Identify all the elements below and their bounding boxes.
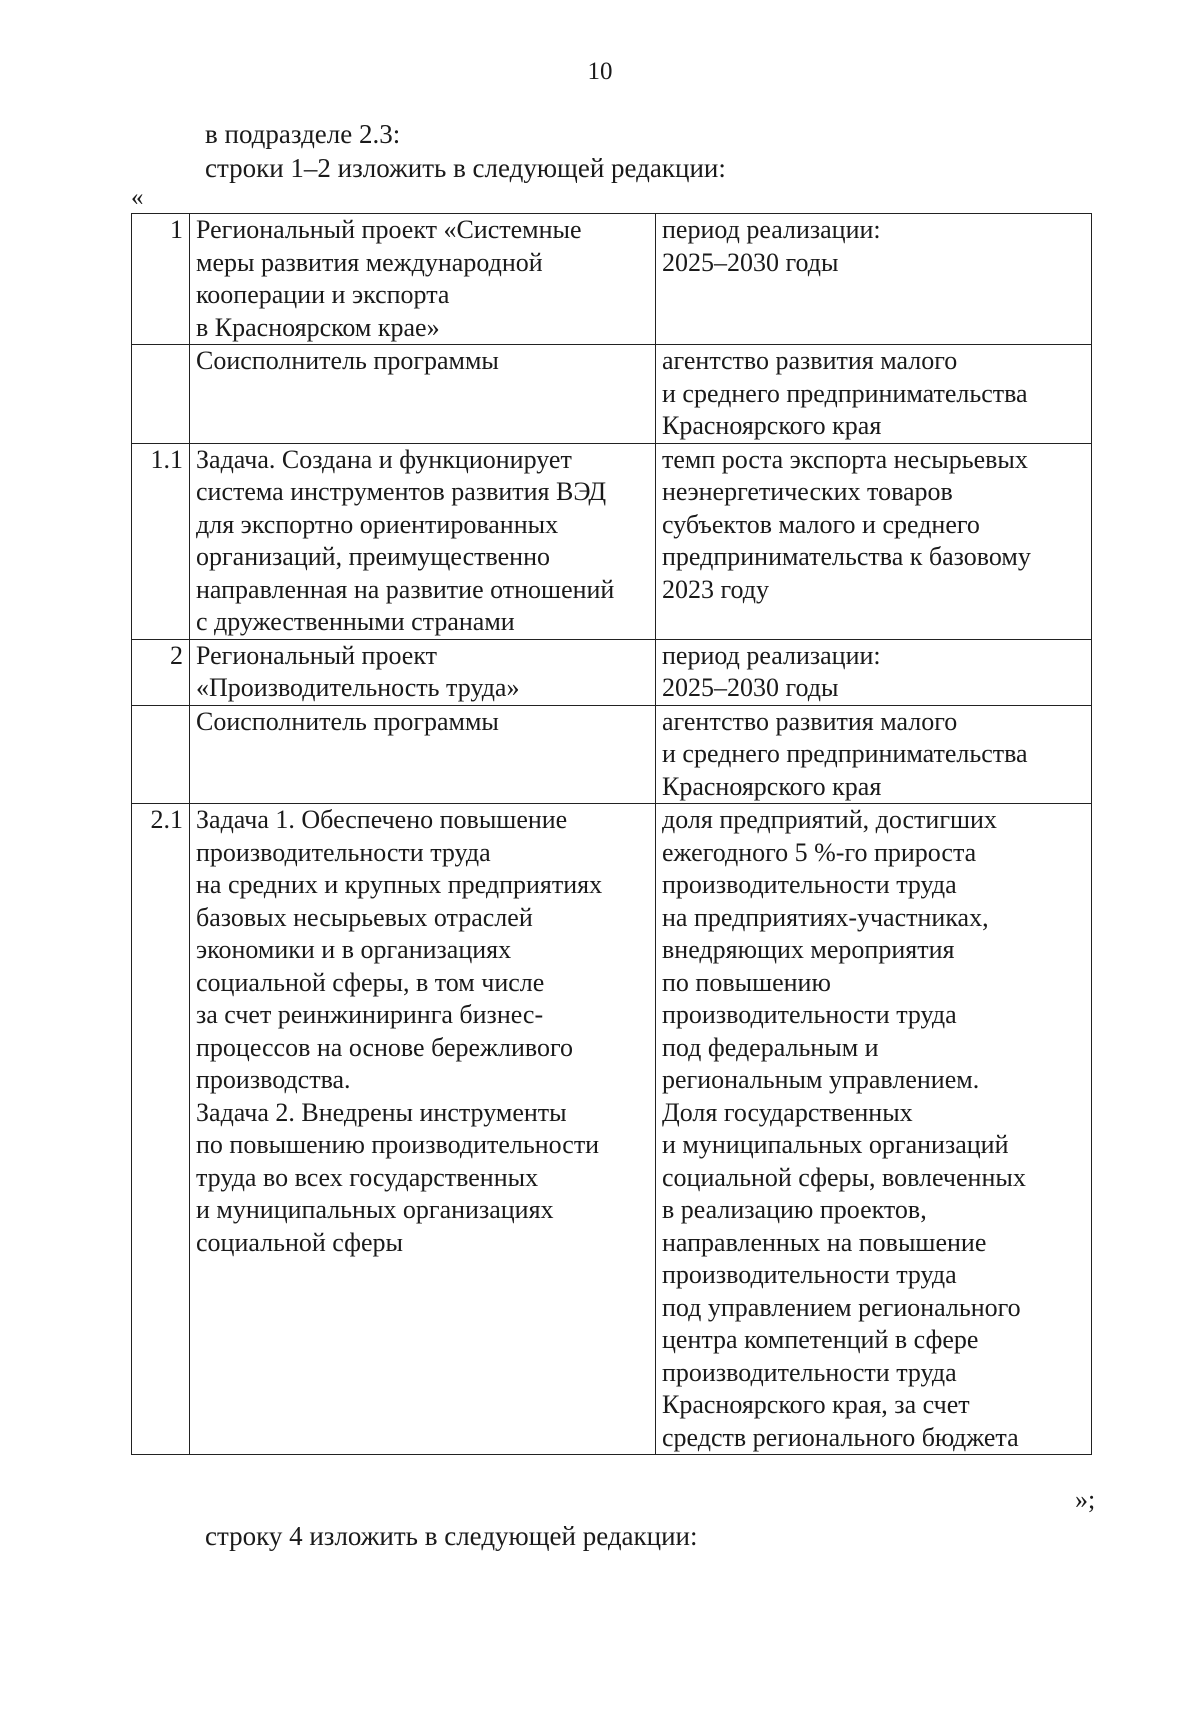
cell-text-line: кооперации и экспорта [196,280,450,309]
cell-text-line: Красноярского края [662,411,882,440]
cell-text-line: 2025–2030 годы [662,247,839,277]
cell-text-line: и муниципальных организаций [662,1130,1009,1159]
cell-text-line: направленных на повышение [662,1227,987,1257]
cell-text-line: региональным управлением. [662,1065,980,1094]
cell-text-line: Красноярского края, за счет [662,1390,970,1419]
row-number-cell: 2.1 [132,804,190,1455]
row-description-cell [190,345,656,444]
cell-text-line: меры развития международной [196,247,543,277]
cell-text-line: центра компетенций в сфере [662,1325,979,1354]
cell-text-line: базовых несырьевых отраслей [196,902,533,932]
cell-text-line: производительности труда [196,837,491,867]
cell-text-line: Задача 2. Внедрены инструменты [196,1097,567,1127]
cell-text-line: по повышению [662,967,831,997]
cell-text-line: экономики и в организациях [196,935,512,964]
cell-text-line: с дружественными странами [196,607,515,636]
row-indicator-cell [656,345,1092,444]
cell-text-line: производительности труда [662,870,957,899]
cell-text-line: средств регионального бюджета [662,1422,1019,1452]
cell-text-line: внедряющих мероприятия [662,935,955,964]
cell-text-line: производства. [196,1065,351,1094]
cell-text-line: социальной сферы [196,1227,404,1257]
cell-text-line: период реализации: [662,640,881,670]
row-number-cell [132,705,190,804]
footer-instruction-line: строку 4 изложить в следующей редакции: [205,1521,698,1551]
cell-text-line: Региональный проект [196,640,437,670]
cell-text-line: производительности труда [662,1260,957,1289]
row-description-cell [190,804,656,1455]
table-row [132,214,1092,345]
cell-text-line: субъектов малого и среднего [662,509,980,539]
cell-text-line: социальной сферы, в том числе [196,967,545,997]
row-number-cell: 1.1 [132,443,190,639]
cell-text-line: на предприятиях-участниках, [662,902,989,932]
cell-text-line: агентство развития малого [662,346,958,375]
cell-text-line: для экспортно ориентированных [196,509,559,539]
row-indicator-cell [656,705,1092,804]
table-row [132,639,1092,705]
row-description-cell [190,639,656,705]
cell-text-line: процессов на основе бережливого [196,1032,574,1062]
cell-text-line: Задача 1. Обеспечено повышение [196,805,568,834]
cell-text-line: социальной сферы, вовлеченных [662,1162,1026,1192]
row-indicator-cell [656,443,1092,639]
cell-text-line: Соисполнитель программы [196,346,499,375]
cell-text-line: Региональный проект «Системные [196,215,582,244]
cell-text-line: период реализации: [662,215,881,244]
cell-text-line: агентство развития малого [662,706,958,736]
cell-text-line: ежегодного 5 %-го прироста [662,837,977,867]
intro-subsection-line: в подразделе 2.3: [205,119,401,149]
cell-text-line: производительности труда [662,1000,957,1029]
row-description-cell [190,705,656,804]
cell-text-line: и среднего предпринимательства [662,378,1028,408]
table-row [132,705,1092,804]
cell-text-line: под федеральным и [662,1032,879,1062]
table-row [132,804,1092,1455]
row-indicator-cell [656,214,1092,345]
cell-text-line: на средних и крупных предприятиях [196,870,603,899]
row-indicator-cell [656,804,1092,1455]
row-description-cell [190,214,656,345]
row-description-cell [190,443,656,639]
cell-text-line: за счет реинжиниринга бизнес- [196,1000,544,1029]
cell-text-line: неэнергетических товаров [662,477,953,506]
opening-quote-mark: « [131,184,144,211]
table-row [132,345,1092,444]
cell-text-line: предпринимательства к базовому [662,542,1031,571]
amendment-table [131,213,1092,1455]
cell-text-line: 2023 году [662,574,769,604]
table-row [132,443,1092,639]
cell-text-line: в реализацию проектов, [662,1195,927,1224]
cell-text-line: и муниципальных организациях [196,1195,554,1224]
row-number-cell [132,345,190,444]
cell-text-line: система инструментов развития ВЭД [196,477,607,506]
cell-text-line: по повышению производительности [196,1130,600,1159]
cell-text-line: Доля государственных [662,1097,913,1127]
cell-text-line: Соисполнитель программы [196,706,499,736]
cell-text-line: доля предприятий, достигших [662,805,997,834]
closing-quote-mark: »; [1075,1485,1096,1514]
cell-text-line: «Производительность труда» [196,673,520,702]
cell-text-line: 2025–2030 годы [662,673,839,702]
cell-text-line: производительности труда [662,1357,957,1387]
cell-text-line: и среднего предпринимательства [662,739,1028,768]
cell-text-line: под управлением регионального [662,1292,1021,1322]
cell-text-line: Задача. Создана и функционирует [196,444,572,474]
row-indicator-cell [656,639,1092,705]
cell-text-line: темп роста экспорта несырьевых [662,444,1028,474]
cell-text-line: труда во всех государственных [196,1162,539,1192]
cell-text-line: организаций, преимущественно [196,542,551,571]
amendment-table-body [132,214,1092,1455]
row-number-cell: 2 [132,639,190,705]
cell-text-line: Красноярского края [662,771,882,801]
cell-text-line: в Красноярском крае» [196,312,440,342]
intro-instruction-line: строки 1–2 изложить в следующей редакции: [205,153,726,183]
page-number: 10 [587,58,613,85]
row-number-cell: 1 [132,214,190,345]
cell-text-line: направленная на развитие отношений [196,574,615,604]
